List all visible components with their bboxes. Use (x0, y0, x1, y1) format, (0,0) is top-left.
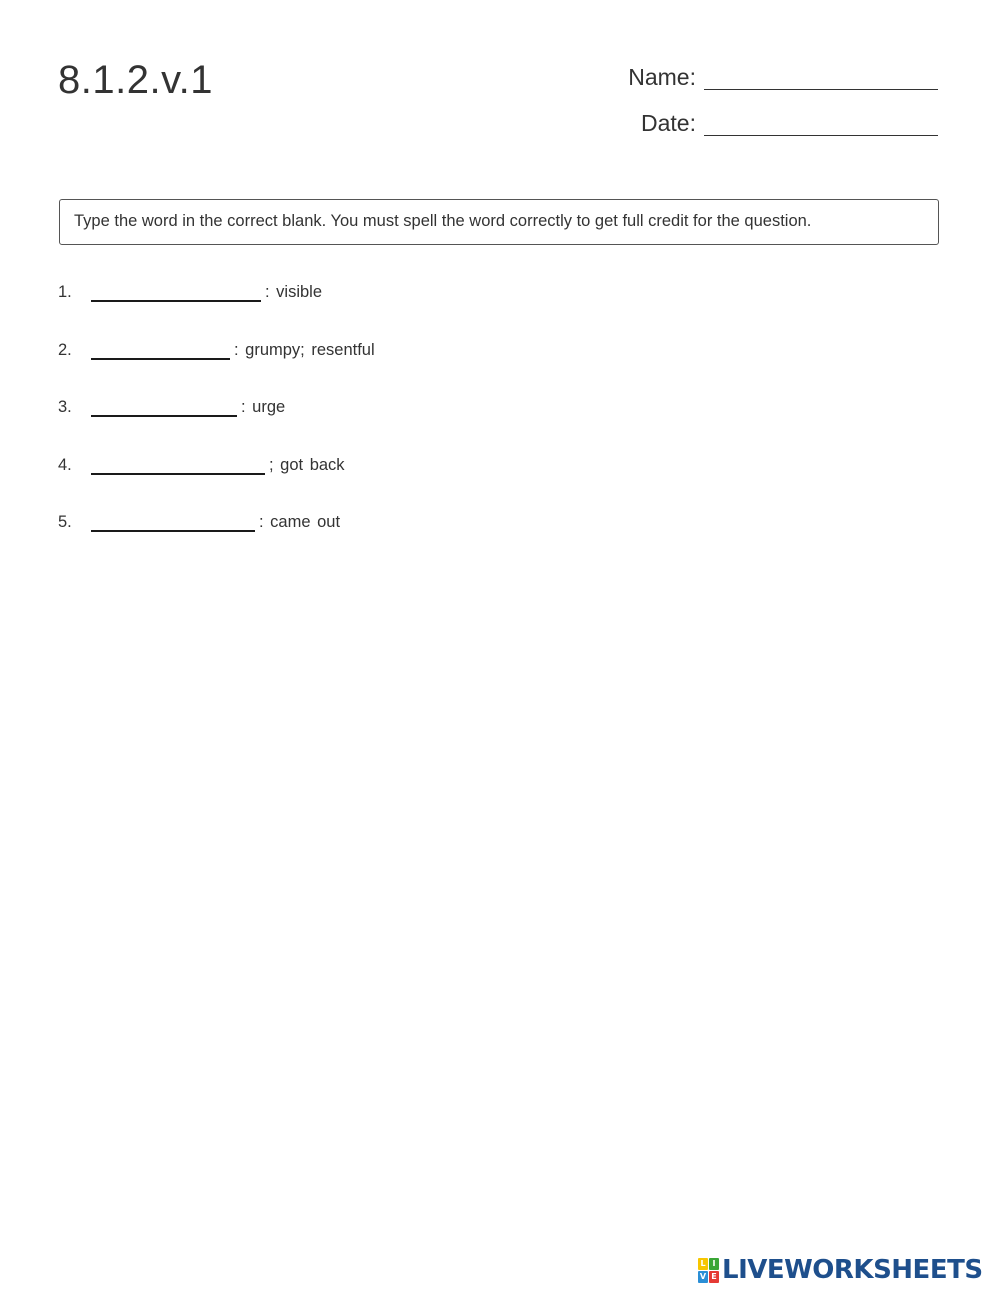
answer-blank-4[interactable] (91, 473, 265, 475)
logo-letter: I (709, 1258, 719, 1270)
question-definition: : urge (241, 398, 286, 416)
answer-blank-1[interactable] (91, 300, 261, 302)
answer-blank-2[interactable] (91, 358, 230, 360)
answer-blank-3[interactable] (91, 415, 237, 417)
question-number: 3. (58, 398, 72, 416)
name-label: Name: (628, 64, 696, 90)
question-number: 2. (58, 341, 72, 359)
question-definition: : grumpy; resentful (234, 341, 375, 359)
answer-blank-5[interactable] (91, 530, 255, 532)
date-row (641, 108, 938, 138)
question-definition: ; got back (269, 456, 345, 474)
question-number: 1. (58, 283, 72, 301)
question-2 (58, 339, 375, 361)
date-field[interactable] (704, 135, 938, 136)
instructions-box: Type the word in the correct blank. You must spell the word correctly to get full credit for the question. (59, 199, 939, 245)
question-number: 5. (58, 513, 72, 531)
question-definition: : visible (265, 283, 323, 301)
logo-letter: E (709, 1271, 719, 1283)
date-label: Date: (641, 110, 696, 136)
name-field[interactable] (704, 89, 938, 90)
question-1 (58, 281, 322, 303)
logo-text: LIVEWORKSHEETS (722, 1255, 983, 1285)
question-5 (58, 511, 340, 533)
question-4 (58, 454, 345, 476)
name-row (628, 62, 938, 92)
question-definition: : came out (259, 513, 341, 531)
worksheet-title: 8.1.2.v.1 (58, 58, 213, 102)
logo-letter: V (699, 1271, 707, 1281)
question-3 (58, 396, 285, 418)
question-number: 4. (58, 456, 72, 474)
liveworksheets-logo (698, 1255, 983, 1285)
logo-letter: L (698, 1258, 708, 1270)
logo-mark-icon (698, 1258, 719, 1283)
